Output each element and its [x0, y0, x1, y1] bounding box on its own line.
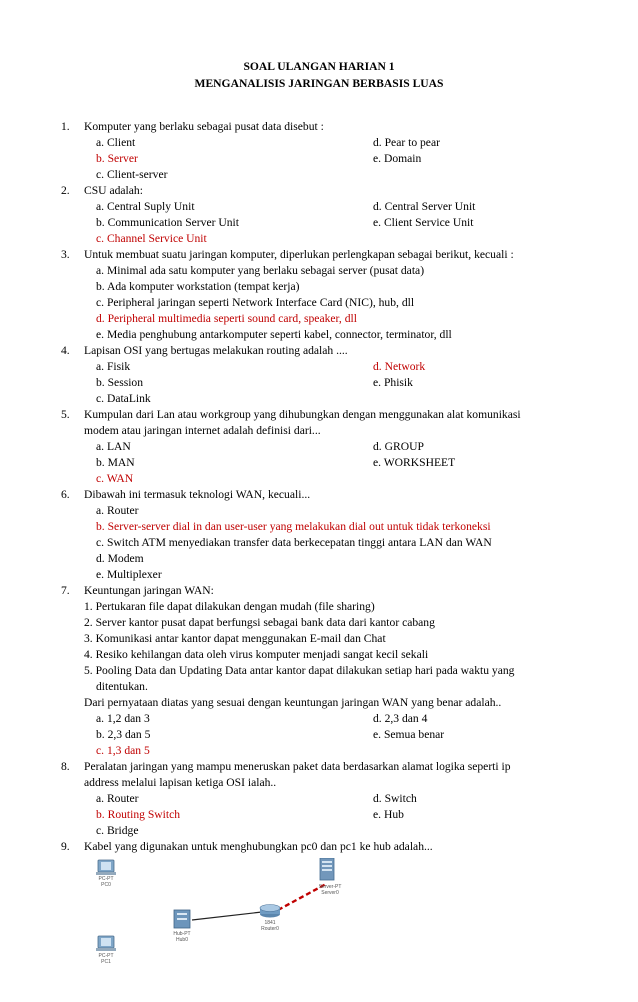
- pc1-icon: [96, 936, 116, 951]
- q7-number: 7.: [61, 584, 70, 597]
- q7-item-2: 2. Server kantor pusat dapat berfungsi sebagai bank data dari kantor cabang: [84, 616, 435, 629]
- q4-text: Lapisan OSI yang bertugas melakukan routing adalah ....: [84, 344, 348, 357]
- hub-label-2: Hub0: [176, 937, 188, 943]
- q6-number: 6.: [61, 488, 70, 501]
- hub-icon: [174, 910, 190, 928]
- q8-text: Peralatan jaringan yang mampu meneruskan paket data berdasarkan alamat logika seperti ip: [84, 760, 511, 773]
- q9-number: 9.: [61, 840, 70, 853]
- network-diagram: [80, 858, 410, 978]
- q5-text-cont: modem atau jaringan internet adalah definisi dari...: [84, 424, 321, 437]
- q1-text: Komputer yang berlaku sebagai pusat data disebut :: [84, 120, 324, 133]
- q7-option-d: d. 2,3 dan 4: [373, 712, 428, 725]
- router-icon: [260, 905, 280, 918]
- q2-option-c-answer: c. Channel Service Unit: [96, 232, 207, 245]
- q4-option-c: c. DataLink: [96, 392, 151, 405]
- q7-item-1: 1. Pertukaran file dapat dilakukan dengan mudah (file sharing): [84, 600, 375, 613]
- q2-text: CSU adalah:: [84, 184, 143, 197]
- q4-option-d-answer: d. Network: [373, 360, 426, 373]
- q6-option-c: c. Switch ATM menyediakan transfer data berkecepatan tinggi antara LAN dan WAN: [96, 536, 492, 549]
- q1-option-c: c. Client-server: [96, 168, 168, 181]
- q2-option-e: e. Client Service Unit: [373, 216, 474, 229]
- q9-text: Kabel yang digunakan untuk menghubungkan pc0 dan pc1 ke hub adalah...: [84, 840, 433, 853]
- q8-text-cont: address melalui lapisan ketiga OSI ialah..: [84, 776, 277, 789]
- q8-number: 8.: [61, 760, 70, 773]
- q5-option-a: a. LAN: [96, 440, 131, 453]
- pc0-icon: [96, 860, 116, 875]
- q2-option-a: a. Central Suply Unit: [96, 200, 195, 213]
- page-title: SOAL ULANGAN HARIAN 1: [243, 60, 395, 73]
- q3-option-e: e. Media penghubung antarkomputer seperti kabel, connector, terminator, dll: [96, 328, 452, 341]
- pc1-label-1: PC-PT: [98, 953, 114, 959]
- q6-option-b-answer: b. Server-server dial in dan user-user yang melakukan dial out untuk tidak terkoneksi: [96, 520, 491, 533]
- q3-option-a: a. Minimal ada satu komputer yang berlaku sebagai server (pusat data): [96, 264, 425, 277]
- pc0-label-1: PC-PT: [98, 876, 114, 882]
- server-label-1: Server-PT: [318, 884, 342, 890]
- q5-option-d: d. GROUP: [373, 440, 424, 453]
- q5-text: Kumpulan dari Lan atau workgroup yang dihubungkan dengan menggunakan alat komunikasi: [84, 408, 521, 421]
- q6-option-e: e. Multiplexer: [96, 568, 162, 581]
- q1-option-b-answer: b. Server: [96, 152, 138, 165]
- q1-number: 1.: [61, 120, 70, 133]
- q7-option-e: e. Semua benar: [373, 728, 445, 741]
- q8-option-e: e. Hub: [373, 808, 404, 821]
- q3-option-d-answer: d. Peripheral multimedia seperti sound card, speaker, dll: [96, 312, 357, 325]
- q6-option-d: d. Modem: [96, 552, 144, 565]
- router-label-1: 1841: [264, 920, 276, 926]
- q7-option-c-answer: c. 1,3 dan 5: [96, 744, 150, 757]
- q4-option-e: e. Phisik: [373, 376, 413, 389]
- q7-item-5: 5. Pooling Data dan Updating Data antar kantor dapat dilakukan setiap hari pada waktu yang: [84, 664, 515, 677]
- q3-number: 3.: [61, 248, 70, 261]
- server-icon: [320, 858, 334, 880]
- q7-item-3: 3. Komunikasi antar kantor dapat menggunakan E-mail dan Chat: [84, 632, 386, 645]
- q2-option-d: d. Central Server Unit: [373, 200, 476, 213]
- q7-option-a: a. 1,2 dan 3: [96, 712, 150, 725]
- q3-text: Untuk membuat suatu jaringan komputer, diperlukan perlengkapan sebagai berikut, kecuali :: [84, 248, 514, 261]
- q5-option-e: e. WORKSHEET: [373, 456, 456, 469]
- q1-option-a: a. Client: [96, 136, 136, 149]
- q6-option-a: a. Router: [96, 504, 139, 517]
- pc0-label-2: PC0: [101, 882, 111, 888]
- q4-number: 4.: [61, 344, 70, 357]
- q3-option-b: b. Ada komputer workstation (tempat kerja): [96, 280, 300, 293]
- q7-item-5-cont: ditentukan.: [96, 680, 148, 693]
- q2-option-b: b. Communication Server Unit: [96, 216, 239, 229]
- q3-option-c: c. Peripheral jaringan seperti Network Interface Card (NIC), hub, dll: [96, 296, 415, 309]
- pc1-label-2: PC1: [101, 959, 111, 965]
- q8-option-a: a. Router: [96, 792, 139, 805]
- q8-option-b-answer: b. Routing Switch: [96, 808, 181, 821]
- q7-option-b: b. 2,3 dan 5: [96, 728, 151, 741]
- q7-item-4: 4. Resiko kehilangan data oleh virus komputer menjadi sangat kecil sekali: [84, 648, 429, 661]
- q8-option-c: c. Bridge: [96, 824, 139, 837]
- q7-text: Keuntungan jaringan WAN:: [84, 584, 214, 597]
- hub-router-link: [192, 912, 262, 920]
- q5-option-b: b. MAN: [96, 456, 135, 469]
- q6-text: Dibawah ini termasuk teknologi WAN, kecuali...: [84, 488, 311, 501]
- page-subtitle: MENGANALISIS JARINGAN BERBASIS LUAS: [194, 77, 444, 90]
- q5-option-c-answer: c. WAN: [96, 472, 134, 485]
- q7-question: Dari pernyataan diatas yang sesuai dengan keuntungan jaringan WAN yang benar adalah..: [84, 696, 502, 709]
- q2-number: 2.: [61, 184, 70, 197]
- q1-option-e: e. Domain: [373, 152, 422, 165]
- q1-option-d: d. Pear to pear: [373, 136, 440, 149]
- q8-option-d: d. Switch: [373, 792, 417, 805]
- q5-number: 5.: [61, 408, 70, 421]
- hub-label-1: Hub-PT: [173, 931, 191, 937]
- q4-option-b: b. Session: [96, 376, 144, 389]
- router-label-2: Router0: [261, 926, 279, 932]
- q4-option-a: a. Fisik: [96, 360, 131, 373]
- server-label-2: Server0: [321, 890, 339, 896]
